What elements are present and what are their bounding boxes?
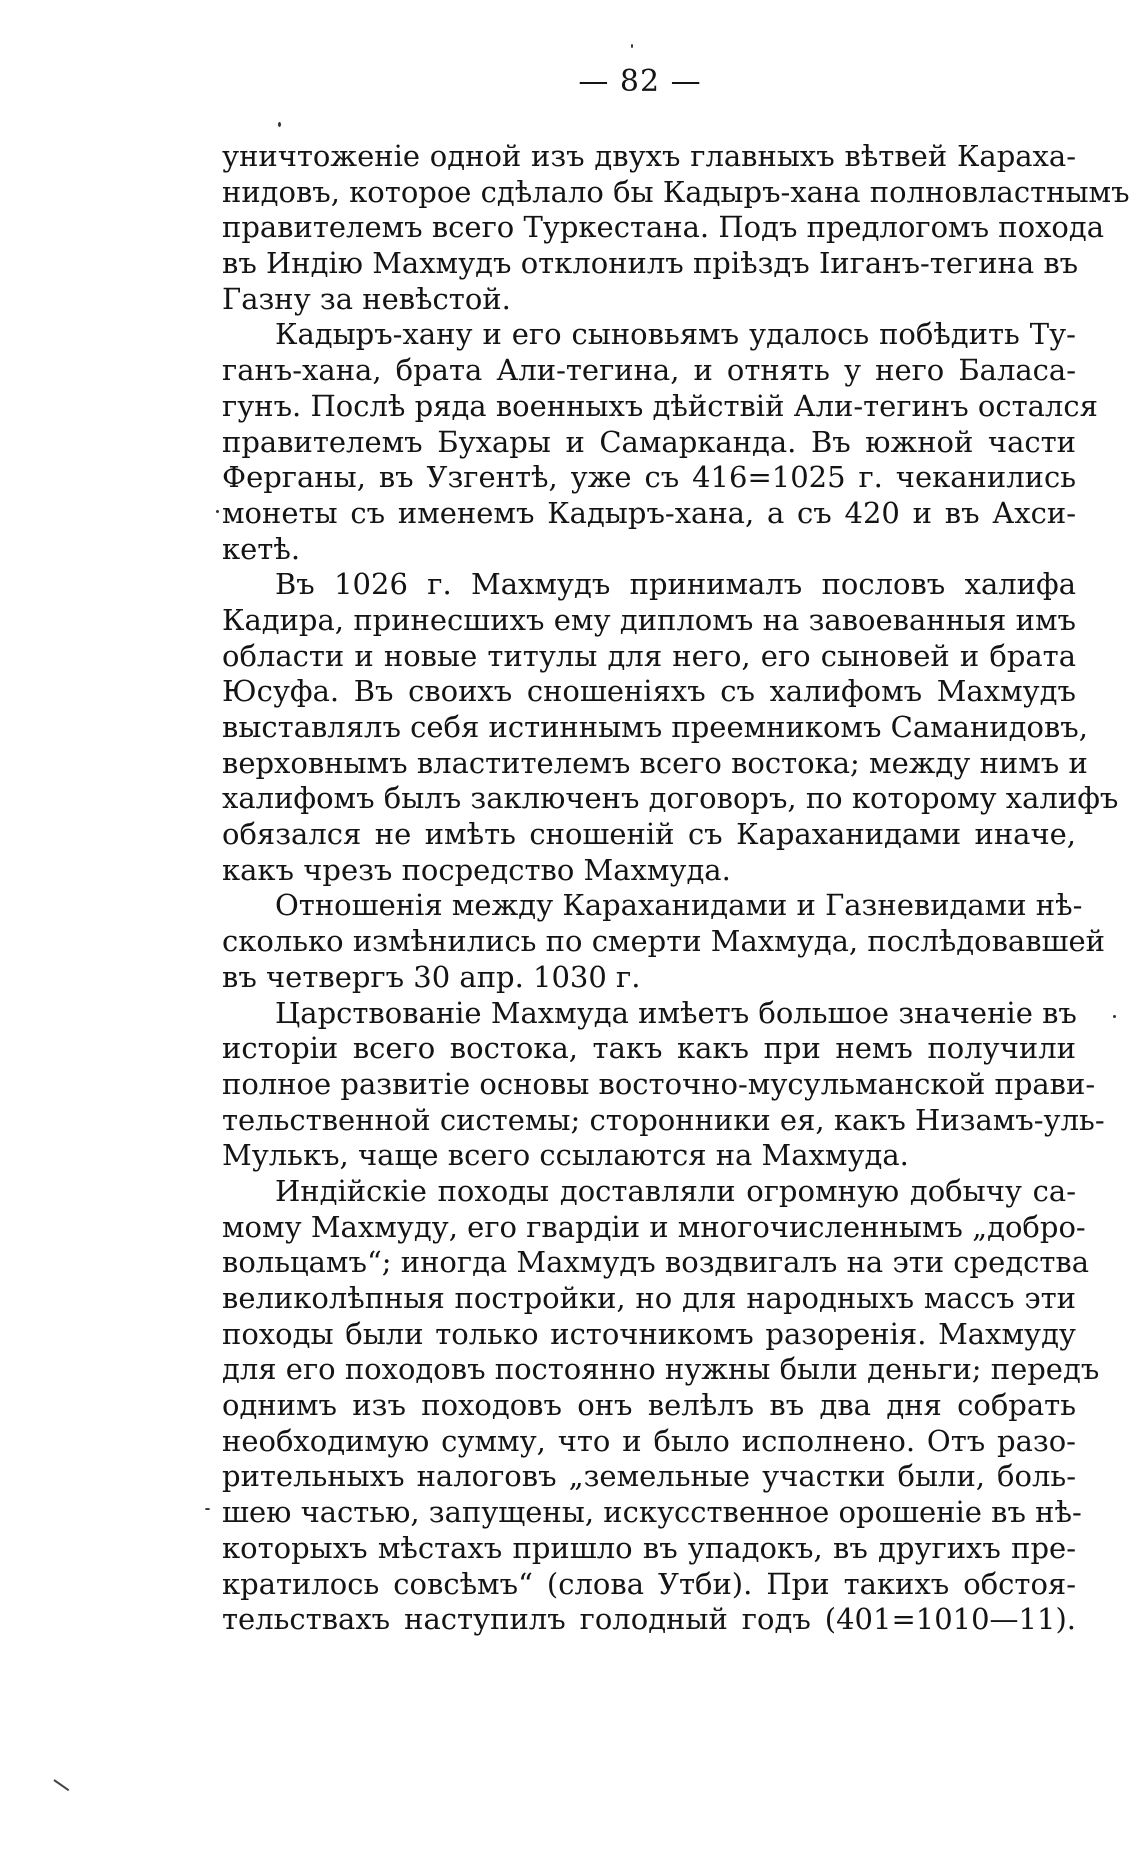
text-line: верховнымъ властителемъ всего востока; между нимъ и [222, 745, 1088, 780]
text-line: въ четвергъ 30 апр. 1030 г. [222, 959, 641, 994]
body-text [222, 139, 1130, 1638]
text-line: для его походовъ постоянно нужны были деньги; передъ [222, 1352, 1100, 1387]
text-line: тельствахъ наступилъ голодный годъ (401=1010—11). [222, 1602, 1076, 1637]
text-line: въ Индію Махмудъ отклонилъ пріѣздъ Іиганъ-тегина въ [222, 246, 1079, 281]
text-line: монеты съ именемъ Кадыръ-хана, а съ 420 и въ Ахси- [222, 495, 1076, 530]
text-line: кетѣ. [222, 531, 301, 566]
scan-speck [631, 44, 633, 48]
scan-speck [278, 122, 281, 127]
text-line: Царствованіе Махмуда имѣетъ большое значеніе въ [275, 995, 1077, 1030]
text-line: Юсуфа. Въ своихъ сношеніяхъ съ халифомъ Махмудъ [222, 674, 1076, 709]
text-line: полное развитіе основы восточно-мусульманской прави- [222, 1066, 1096, 1101]
text-line: исторіи всего востока, такъ какъ при немъ получили [222, 1031, 1076, 1066]
text-line: тельственной системы; сторонники ея, какъ Низамъ-уль- [222, 1102, 1105, 1137]
text-line: Въ 1026 г. Махмудъ принималъ пословъ халифа [275, 567, 1076, 602]
text-line: Индійскіе походы доставляли огромную добычу са- [275, 1173, 1076, 1208]
text-line: уничтоженіе одной изъ двухъ главныхъ вѣтвей Караха- [222, 139, 1076, 173]
text-line: необходимую сумму, что и было исполнено. Отъ разо- [222, 1423, 1076, 1458]
text-line: ганъ-хана, брата Али-тегина, и отнять у него Баласа- [222, 353, 1076, 388]
text-line: правителемъ Бухары и Самарканда. Въ южной части [222, 424, 1076, 459]
text-line: нидовъ, которое сдѣлало бы Кадыръ-хана полновластнымъ [222, 174, 1130, 209]
text-line: шею частью, запущены, искусственное орошеніе въ нѣ- [222, 1495, 1082, 1530]
text-line: походы были только источникомъ разоренія. Махмуду [222, 1316, 1076, 1351]
text-line: халифомъ былъ заключенъ договоръ, по которому халифъ [222, 781, 1119, 816]
text-line: кратилось совсѣмъ“ (слова Утби). При такихъ обстоя- [222, 1566, 1076, 1601]
text-line: гунъ. Послѣ ряда военныхъ дѣйствій Али-тегинъ остался [222, 388, 1098, 423]
scan-speck [205, 1508, 210, 1510]
text-line: выставлялъ себя истиннымъ преемникомъ Саманидовъ, [222, 710, 1088, 744]
text-line: Мулькъ, чаще всего ссылаются на Махмуда. [222, 1138, 909, 1173]
text-line: области и новые титулы для него, его сыновей и брата [222, 638, 1076, 673]
text-line: правителемъ всего Туркестана. Подъ предлогомъ похода [222, 210, 1105, 245]
text-line: которыхъ мѣстахъ пришло въ упадокъ, въ другихъ пре- [222, 1530, 1076, 1565]
text-line: великолѣпныя постройки, но для народныхъ массъ эти [222, 1281, 1076, 1315]
text-line: однимъ изъ походовъ онъ велѣлъ въ два дня собрать [222, 1388, 1076, 1423]
text-line: Ферганы, въ Узгентѣ, уже съ 416=1025 г. чеканились [222, 460, 1076, 495]
scan-speck [1113, 1015, 1116, 1018]
text-line: какъ чрезъ посредство Махмуда. [222, 852, 731, 887]
text-line: Кадира, принесшихъ ему дипломъ на завоеванныя имъ [222, 602, 1076, 637]
text-line: сколько измѣнились по смерти Махмуда, послѣдовавшей [222, 924, 1105, 959]
scan-speck [216, 510, 219, 513]
text-line: рительныхъ налоговъ „земельные участки были, боль- [222, 1459, 1076, 1494]
text-line: Отношенія между Караханидами и Газневидами нѣ- [275, 888, 1083, 923]
text-line: Газну за невѣстой. [222, 281, 511, 316]
scan-scratch [53, 1779, 69, 1791]
text-line: Кадыръ-хану и его сыновьямъ удалось побѣдить Ту- [275, 317, 1076, 352]
text-line: мому Махмуду, его гвардіи и многочисленнымъ „добро- [222, 1209, 1086, 1244]
text-line: обязался не имѣть сношеній съ Караханидами иначе, [222, 817, 1076, 852]
page-number: — 82 — [578, 64, 702, 99]
text-line: вольцамъ“; иногда Махмудъ воздвигалъ на эти средства [222, 1245, 1089, 1280]
